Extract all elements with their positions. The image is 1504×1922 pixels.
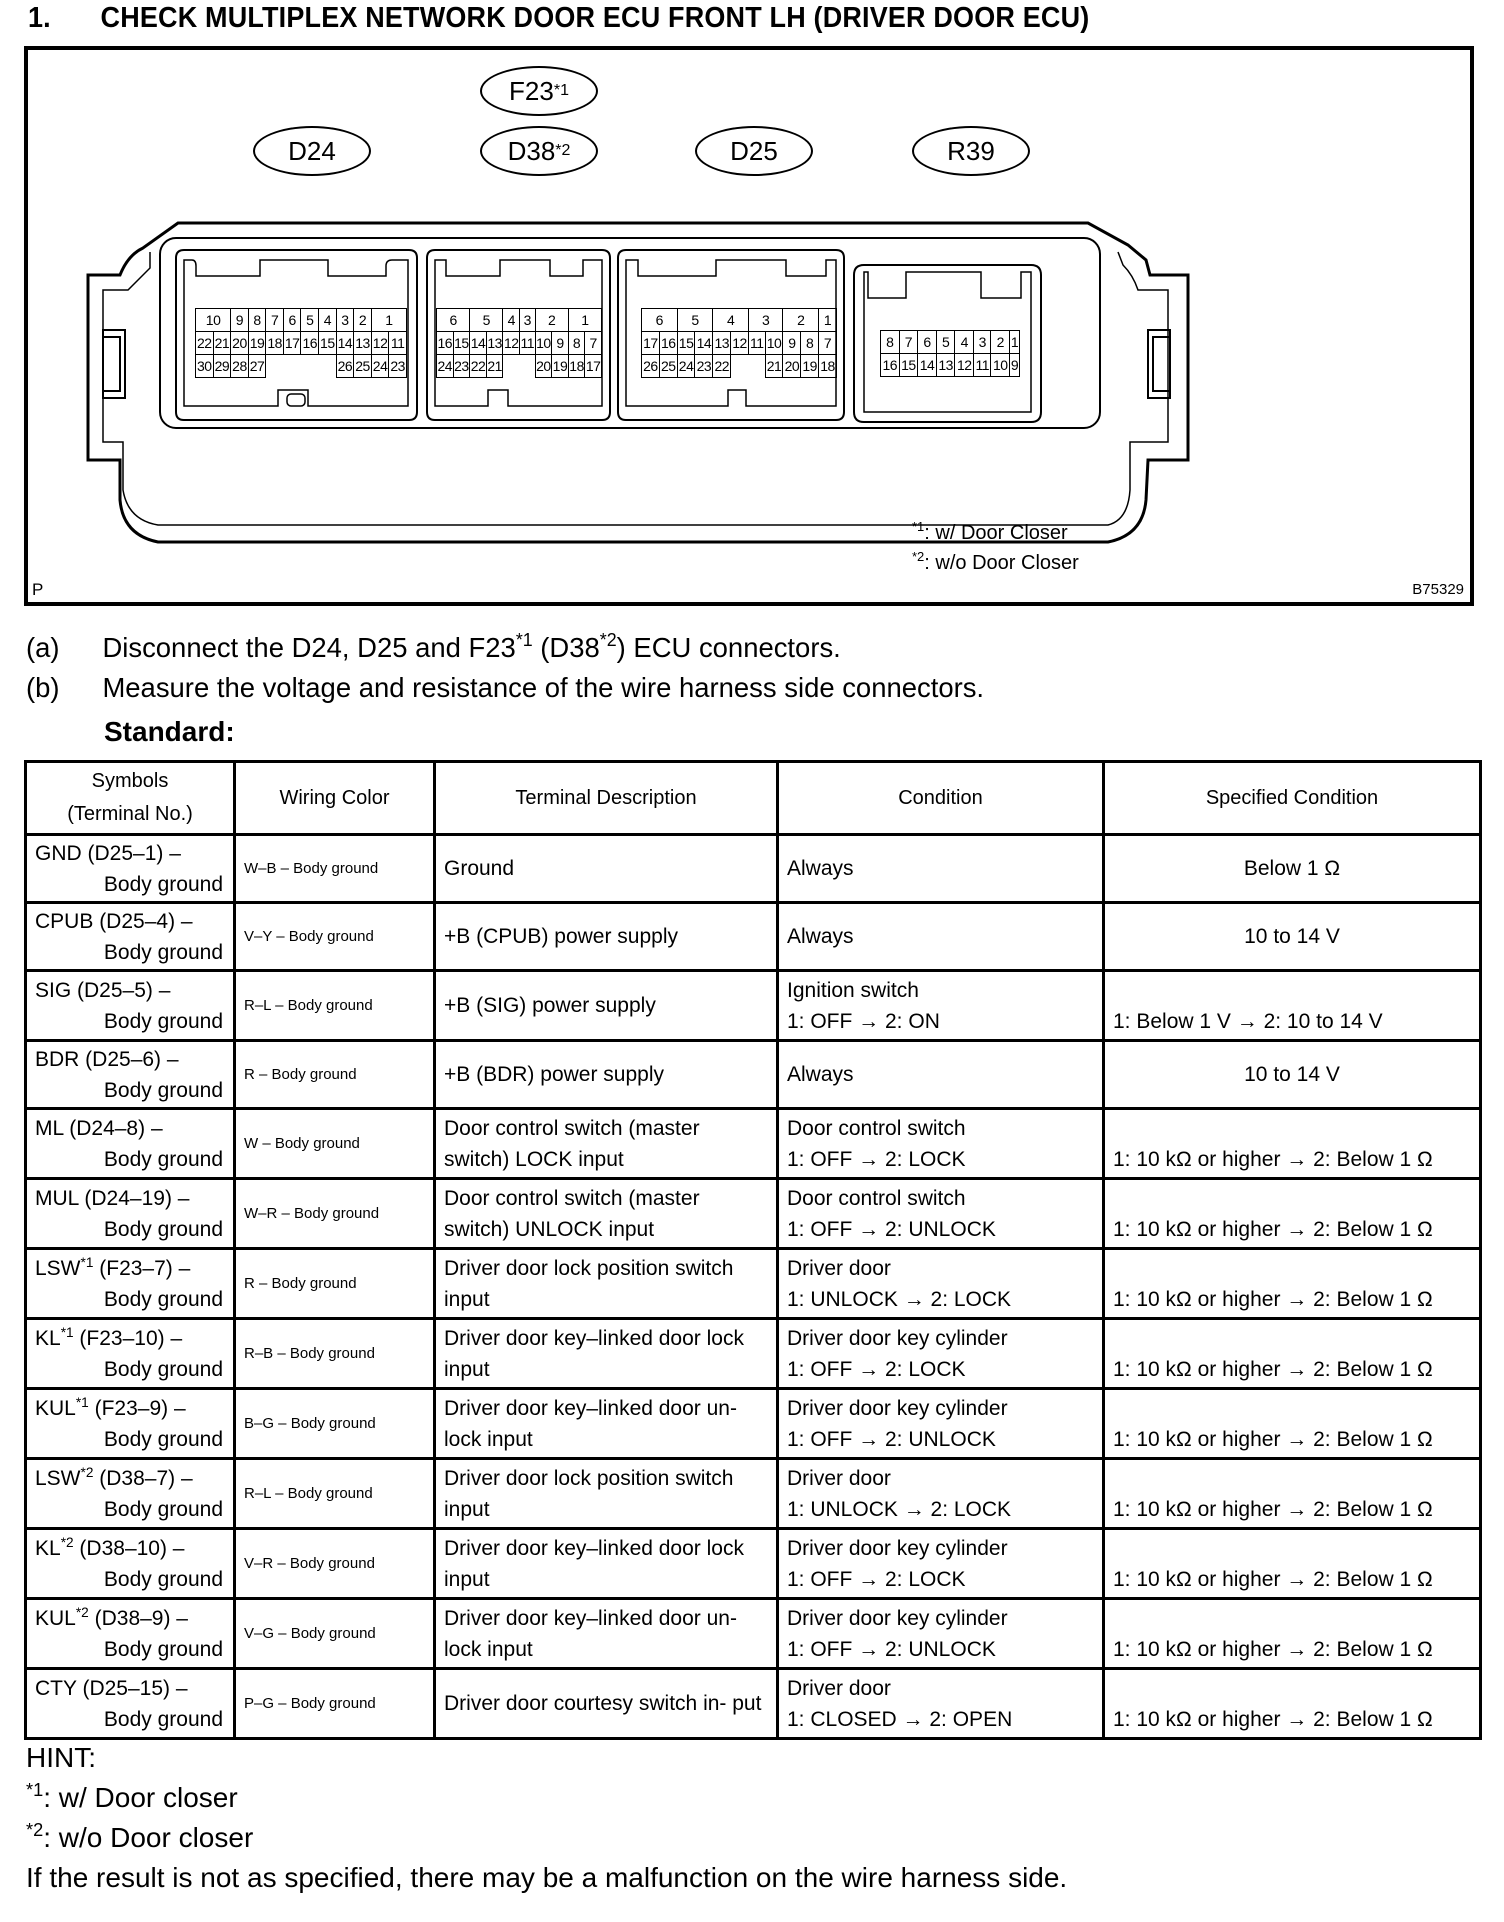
cell-wiring-color: R–L – Body ground [235, 971, 435, 1041]
pin-cell: 5 [677, 309, 713, 332]
cell-wiring-color: R – Body ground [235, 1041, 435, 1109]
step-a: (a) Disconnect the D24, D25 and F23$^{*1}$ (D38$^{*2}$) ECU connectors. [26, 630, 841, 663]
cell-symbol: CPUB (D25–4) – Body ground [26, 903, 235, 971]
cell-condition: Driver door key cylinder 1: OFF → 2: UNLOCK [778, 1599, 1104, 1669]
pin-row [642, 332, 837, 355]
pin-cell: 4 [955, 331, 974, 354]
pin-cell: 1 [371, 309, 406, 332]
cell-condition: Driver door 1: UNLOCK → 2: LOCK [778, 1459, 1104, 1529]
table-row [26, 1109, 1481, 1179]
pin-cell: 25 [354, 355, 372, 378]
cell-condition: Driver door key cylinder 1: OFF → 2: UNLOCK [778, 1389, 1104, 1459]
pin-cell: 13 [486, 332, 503, 355]
pin-row [196, 355, 407, 378]
cell-symbol: KUL$^{*2}$ (D38–9) – Body ground [26, 1599, 235, 1669]
cell-terminal-description: Driver door courtesy switch in- put [435, 1669, 778, 1739]
pin-cell: 24 [437, 355, 454, 378]
pin-cell: 16 [659, 332, 677, 355]
pin-cell: 6 [283, 309, 301, 332]
pin-row [437, 355, 602, 378]
pin-cell: 24 [677, 355, 695, 378]
cell-condition: Driver door 1: CLOSED → 2: OPEN [778, 1669, 1104, 1739]
step-b-label: (b) [26, 672, 60, 703]
cell-condition: Driver door key cylinder 1: OFF → 2: LOCK [778, 1529, 1104, 1599]
pin-cell: 10 [765, 332, 783, 355]
pin-cell: 15 [453, 332, 470, 355]
pin-cell: 8 [801, 332, 819, 355]
cell-terminal-description: Driver door lock position switch input [435, 1459, 778, 1529]
cell-wiring-color: B–G – Body ground [235, 1389, 435, 1459]
pin-cell: 9 [1010, 354, 1020, 377]
pin-cell: 12 [371, 332, 389, 355]
pin-cell: 14 [695, 332, 713, 355]
pin-cell: 1 [568, 309, 601, 332]
pin-cell: 6 [437, 309, 470, 332]
pin-cell: 2 [535, 309, 568, 332]
pin-cell: 20 [535, 355, 552, 378]
header-symbols: Symbols (Terminal No.) [26, 762, 235, 835]
cell-specified-condition: 1: 10 kΩ or higher → 2: Below 1 Ω [1104, 1389, 1481, 1459]
pin-cell: 2 [991, 331, 1010, 354]
pin-cell: 2 [354, 309, 372, 332]
pin-cell: 3 [520, 309, 536, 332]
cell-wiring-color: V–Y – Body ground [235, 903, 435, 971]
ecu-housing-inner [103, 252, 1168, 525]
pin-cell: 24 [371, 355, 389, 378]
d24-pin-grid [195, 308, 407, 378]
cell-wiring-color: R – Body ground [235, 1249, 435, 1319]
pin-cell: 22 [713, 355, 731, 378]
pin-cell: 21 [765, 355, 783, 378]
pin-cell: 7 [266, 309, 284, 332]
cell-symbol: BDR (D25–6) – Body ground [26, 1041, 235, 1109]
cell-wiring-color: W–B – Body ground [235, 835, 435, 903]
pin-cell: 11 [389, 332, 407, 355]
cell-condition: Driver door key cylinder 1: OFF → 2: LOCK [778, 1319, 1104, 1389]
pin-row [881, 354, 1020, 377]
cell-condition: Ignition switch 1: OFF → 2: ON [778, 971, 1104, 1041]
hint-note-1: $^{*1}$: w/ Door closer [26, 1780, 238, 1813]
cell-wiring-color: V–G – Body ground [235, 1599, 435, 1669]
pin-cell: 21 [213, 332, 231, 355]
pin-cell: 29 [213, 355, 231, 378]
cell-specified-condition: 1: 10 kΩ or higher → 2: Below 1 Ω [1104, 1319, 1481, 1389]
cell-specified-condition: Below 1 Ω [1104, 835, 1481, 903]
table-row [26, 1599, 1481, 1669]
pin-cell: 14 [918, 354, 937, 377]
pin-cell: 9 [552, 332, 569, 355]
pin-cell: 20 [783, 355, 801, 378]
cell-condition: Always [778, 1041, 1104, 1109]
pin-cell: 11 [974, 354, 991, 377]
pin-cell: 4 [503, 309, 520, 332]
cell-specified-condition: 10 to 14 V [1104, 1041, 1481, 1109]
hint-label: HINT: [26, 1742, 96, 1773]
pin-cell: 20 [231, 332, 249, 355]
pin-cell: 16 [437, 332, 454, 355]
connector-figure [24, 46, 1474, 606]
cell-terminal-description: Door control switch (master switch) UNLOCK input [435, 1179, 778, 1249]
pin-cell: 26 [336, 355, 354, 378]
standard-label: Standard: [104, 716, 235, 747]
pin-cell: 18 [819, 355, 837, 378]
cell-symbol: KL$^{*2}$ (D38–10) – Body ground [26, 1529, 235, 1599]
cell-symbol: MUL (D24–19) – Body ground [26, 1179, 235, 1249]
pin-cell: 10 [991, 354, 1010, 377]
pin-row [196, 309, 407, 332]
table-header-row [26, 762, 1481, 835]
cell-condition: Driver door 1: UNLOCK → 2: LOCK [778, 1249, 1104, 1319]
pin-cell: 12 [731, 332, 749, 355]
section-title [28, 2, 1089, 35]
pin-cell: 25 [659, 355, 677, 378]
section-number: 1. [28, 2, 51, 34]
cell-specified-condition: 1: 10 kΩ or higher → 2: Below 1 Ω [1104, 1179, 1481, 1249]
pin-cell: 12 [955, 354, 974, 377]
cell-specified-condition: 1: 10 kΩ or higher → 2: Below 1 Ω [1104, 1249, 1481, 1319]
pin-cell: 14 [336, 332, 354, 355]
figure-note-2: $^{*2}$: w/o Door Closer [912, 549, 1079, 574]
step-b [26, 672, 984, 704]
pin-cell: 12 [503, 332, 520, 355]
pin-cell: 1 [1010, 331, 1020, 354]
standard-table [24, 760, 1482, 1740]
right-latch [1148, 330, 1170, 398]
figure-corner-letter: P [32, 580, 44, 599]
left-latch-inner [103, 337, 120, 391]
table-row [26, 835, 1481, 903]
pin-cell: 11 [520, 332, 536, 355]
header-specified-condition: Specified Condition [1104, 762, 1481, 835]
cell-terminal-description: +B (BDR) power supply [435, 1041, 778, 1109]
pin-cell: 5 [470, 309, 503, 332]
cell-terminal-description: Ground [435, 835, 778, 903]
step-b-text: Measure the voltage and resistance of the wire harness side connectors. [102, 672, 985, 703]
pin-cell: 9 [783, 332, 801, 355]
cell-symbol: LSW$^{*2}$ (D38–7) – Body ground [26, 1459, 235, 1529]
pin-cell: 19 [552, 355, 569, 378]
pin-cell: 19 [801, 355, 819, 378]
pin-cell: 18 [266, 332, 284, 355]
connector-label-d25: D25 [695, 126, 813, 176]
cell-terminal-description: Driver door key–linked door lock input [435, 1529, 778, 1599]
cell-wiring-color: P–G – Body ground [235, 1669, 435, 1739]
figure-code: B75329 [1412, 581, 1464, 598]
hint-result-text: If the result is not as specified, there may be a malfunction on the wire harness side. [26, 1862, 1068, 1893]
table-row [26, 903, 1481, 971]
pin-row [642, 355, 837, 378]
pin-cell: 11 [748, 332, 765, 355]
pin-row [881, 331, 1020, 354]
cell-condition: Always [778, 903, 1104, 971]
pin-cell: 7 [585, 332, 602, 355]
cell-wiring-color: W–R – Body ground [235, 1179, 435, 1249]
table-row [26, 971, 1481, 1041]
pin-cell: 6 [918, 331, 937, 354]
cell-symbol: KUL$^{*1}$ (F23–9) – Body ground [26, 1389, 235, 1459]
table-row [26, 1389, 1481, 1459]
r39-pin-grid [880, 330, 1020, 377]
pin-cell: 5 [936, 331, 955, 354]
d25-pin-grid [641, 308, 837, 378]
connector-label-f23: F23 *1 [480, 66, 598, 116]
pin-cell: 22 [470, 355, 487, 378]
cell-terminal-description: +B (SIG) power supply [435, 971, 778, 1041]
pin-cell: 18 [568, 355, 585, 378]
cell-symbol: LSW$^{*1}$ (F23–7) – Body ground [26, 1249, 235, 1319]
pin-row [437, 309, 602, 332]
pin-cell: 8 [248, 309, 266, 332]
pin-cell: 13 [354, 332, 372, 355]
table-row [26, 1529, 1481, 1599]
cell-specified-condition: 10 to 14 V [1104, 903, 1481, 971]
cell-terminal-description: Door control switch (master switch) LOCK input [435, 1109, 778, 1179]
pin-cell: 19 [248, 332, 266, 355]
pin-cell: 10 [196, 309, 231, 332]
cell-condition: Door control switch 1: OFF → 2: LOCK [778, 1109, 1104, 1179]
header-wiring-color: Wiring Color [235, 762, 435, 835]
pin-cell: 22 [196, 332, 214, 355]
pin-cell: 26 [642, 355, 660, 378]
cell-symbol: KL$^{*1}$ (F23–10) – Body ground [26, 1319, 235, 1389]
pin-cell: 13 [936, 354, 955, 377]
pin-cell: 3 [336, 309, 354, 332]
pin-cell: 30 [196, 355, 214, 378]
cell-symbol: ML (D24–8) – Body ground [26, 1109, 235, 1179]
pin-cell: 16 [881, 354, 900, 377]
hint-note-2: $^{*2}$: w/o Door closer [26, 1820, 254, 1853]
pin-row [437, 332, 602, 355]
pin-row [642, 309, 837, 332]
pin-gap [266, 355, 336, 378]
pin-cell: 6 [642, 309, 678, 332]
pin-cell: 28 [231, 355, 249, 378]
pin-cell: 5 [301, 309, 319, 332]
cell-terminal-description: Driver door lock position switch input [435, 1249, 778, 1319]
pin-cell: 23 [695, 355, 713, 378]
header-terminal-description: Terminal Description [435, 762, 778, 835]
pin-cell: 4 [713, 309, 749, 332]
pin-cell: 23 [389, 355, 407, 378]
cell-wiring-color: V–R – Body ground [235, 1529, 435, 1599]
pin-cell: 8 [881, 331, 900, 354]
pin-cell: 2 [783, 309, 819, 332]
table-row [26, 1669, 1481, 1739]
cell-wiring-color: R–B – Body ground [235, 1319, 435, 1389]
pin-cell: 15 [677, 332, 695, 355]
pin-cell: 3 [748, 309, 782, 332]
cell-condition: Always [778, 835, 1104, 903]
table-row [26, 1041, 1481, 1109]
cell-terminal-description: Driver door key–linked door un- lock input [435, 1599, 778, 1669]
pin-cell: 4 [319, 309, 337, 332]
pin-cell: 7 [899, 331, 918, 354]
cell-specified-condition: 1: 10 kΩ or higher → 2: Below 1 Ω [1104, 1599, 1481, 1669]
connector-label-d38: D38 *2 [480, 126, 598, 176]
pin-gap [731, 355, 765, 378]
connector-label-d24: D24 [253, 126, 371, 176]
pin-cell: 15 [899, 354, 918, 377]
pin-cell: 14 [470, 332, 487, 355]
pin-row [196, 332, 407, 355]
cell-specified-condition: 1: 10 kΩ or higher → 2: Below 1 Ω [1104, 1669, 1481, 1739]
header-condition: Condition [778, 762, 1104, 835]
cell-specified-condition: 1: 10 kΩ or higher → 2: Below 1 Ω [1104, 1529, 1481, 1599]
table-row [26, 1249, 1481, 1319]
cell-terminal-description: +B (CPUB) power supply [435, 903, 778, 971]
pin-cell: 10 [535, 332, 552, 355]
pin-cell: 1 [819, 309, 837, 332]
pin-cell: 13 [713, 332, 731, 355]
pin-cell: 3 [974, 331, 991, 354]
cell-symbol: GND (D25–1) – Body ground [26, 835, 235, 903]
table-row [26, 1319, 1481, 1389]
pin-cell: 16 [301, 332, 319, 355]
pin-cell: 23 [453, 355, 470, 378]
pin-cell: 9 [231, 309, 249, 332]
pin-cell: 15 [319, 332, 337, 355]
connector-label-r39: R39 [912, 126, 1030, 176]
cell-condition: Door control switch 1: OFF → 2: UNLOCK [778, 1179, 1104, 1249]
cell-specified-condition: 1: 10 kΩ or higher → 2: Below 1 Ω [1104, 1109, 1481, 1179]
cell-terminal-description: Driver door key–linked door un- lock input [435, 1389, 778, 1459]
f23-d38-pin-grid [436, 308, 602, 378]
pin-cell: 21 [486, 355, 503, 378]
cell-specified-condition: 1: 10 kΩ or higher → 2: Below 1 Ω [1104, 1459, 1481, 1529]
cell-wiring-color: R–L – Body ground [235, 1459, 435, 1529]
cell-terminal-description: Driver door key–linked door lock input [435, 1319, 778, 1389]
table-row [26, 1179, 1481, 1249]
section-title-text: CHECK MULTIPLEX NETWORK DOOR ECU FRONT LH (DRIVER DOOR ECU) [100, 2, 1090, 34]
d24-key-slot [287, 394, 305, 406]
pin-cell: 7 [819, 332, 837, 355]
cell-symbol: CTY (D25–15) – Body ground [26, 1669, 235, 1739]
cell-specified-condition: 1: Below 1 V → 2: 10 to 14 V [1104, 971, 1481, 1041]
pin-cell: 8 [568, 332, 585, 355]
pin-cell: 17 [642, 332, 660, 355]
table-row [26, 1459, 1481, 1529]
cell-wiring-color: W – Body ground [235, 1109, 435, 1179]
pin-cell: 27 [248, 355, 266, 378]
pin-cell: 17 [585, 355, 602, 378]
pin-gap [503, 355, 535, 378]
cell-symbol: SIG (D25–5) – Body ground [26, 971, 235, 1041]
figure-note-1: $^{*1}$: w/ Door Closer [912, 519, 1068, 544]
step-a-label: (a) [26, 632, 60, 663]
left-latch [103, 330, 125, 398]
pin-cell: 17 [283, 332, 301, 355]
